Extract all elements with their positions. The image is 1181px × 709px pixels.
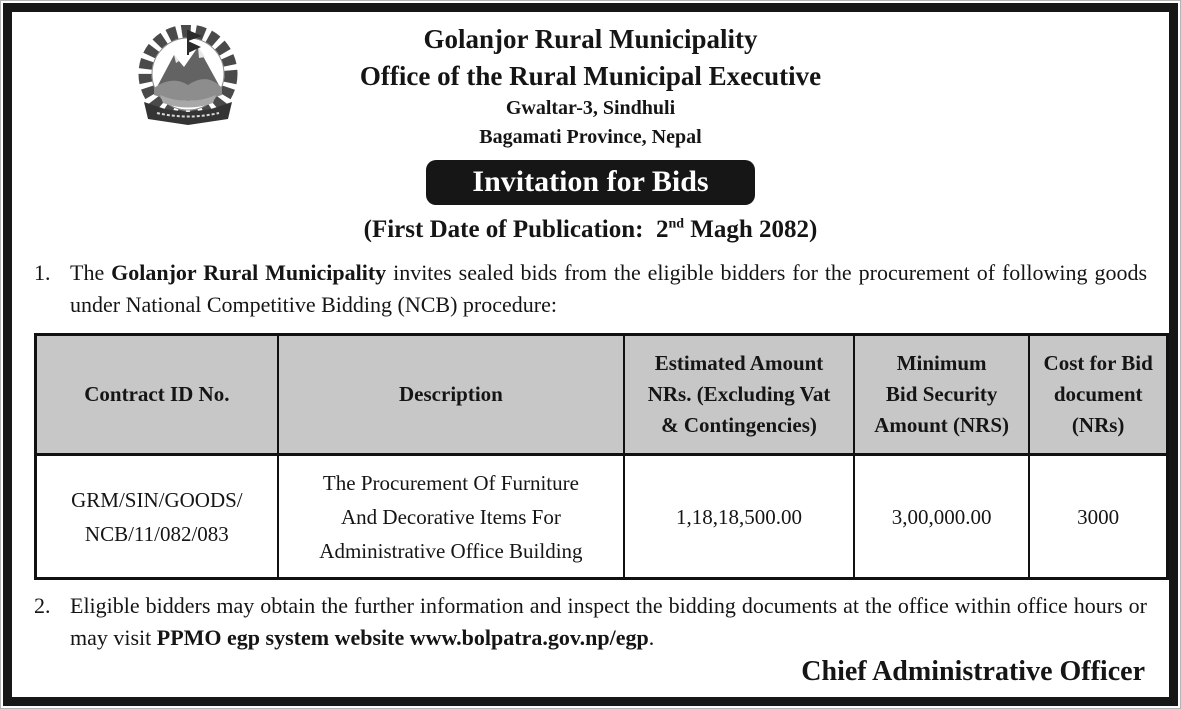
item-2-text-pre: Eligible bidders may obtain the further information and inspect the bidding documents at the office within office hours or may visit xyxy=(70,593,1147,650)
invitation-banner: Invitation for Bids xyxy=(426,160,754,205)
document-border xyxy=(3,3,1178,706)
banner-row xyxy=(34,160,1147,205)
ordinal-superscript: nd xyxy=(668,216,685,232)
header-line: Contract ID No. xyxy=(84,382,230,406)
table-header-row xyxy=(36,335,1168,455)
publication-date-prefix: (First Date of Publication: 2 xyxy=(363,216,669,243)
cell-line: GRM/SIN/GOODS/ xyxy=(71,487,243,512)
header-line: (NRs) xyxy=(1071,413,1125,437)
numbered-item-1 xyxy=(34,257,1147,321)
cell-bid-document-cost: 3000 xyxy=(1029,455,1167,579)
item-1-number: 1. xyxy=(34,260,51,285)
item-1-text xyxy=(70,257,1147,321)
header-line: Minimum xyxy=(896,351,987,375)
cell-line: And Decorative Items For xyxy=(341,504,561,529)
cell-description xyxy=(278,455,624,579)
signatory-title: Chief Administrative Officer xyxy=(801,656,1145,687)
header-line: & Contingencies) xyxy=(661,413,817,437)
header-line: Estimated Amount xyxy=(654,351,824,375)
item-2-text-bold: PPMO egp system website www.bolpatra.gov.np/egp xyxy=(156,625,649,650)
column-header-estimated-amount xyxy=(624,335,854,455)
column-header-contract-id xyxy=(36,335,278,455)
address-line: Gwaltar-3, Sindhuli xyxy=(505,97,676,119)
column-header-bid-security xyxy=(854,335,1029,455)
cell-line: The Procurement Of Furniture xyxy=(322,470,579,495)
header-line: document xyxy=(1053,382,1143,406)
organization-name: Golanjor Rural Municipality xyxy=(423,24,758,54)
publication-date-line xyxy=(34,214,1147,245)
cell-contract-id xyxy=(36,455,278,579)
header-line: Cost for Bid xyxy=(1043,351,1153,375)
publication-date-suffix: Magh 2082) xyxy=(684,216,818,243)
office-name: Office of the Rural Municipal Executive xyxy=(359,61,822,91)
item-1-text-pre: The xyxy=(70,260,112,285)
procurement-table xyxy=(34,333,1169,580)
nepal-coat-of-arms-logo xyxy=(127,25,249,129)
header-line: Description xyxy=(399,382,503,406)
header-line: Bid Security xyxy=(885,382,998,406)
item-2-text-post: . xyxy=(648,625,655,650)
item-2-text xyxy=(70,590,1147,654)
header-line: Amount (NRS) xyxy=(874,413,1010,437)
item-1-text-bold: Golanjor Rural Municipality xyxy=(111,260,387,285)
header-line: NRs. (Excluding Vat xyxy=(647,382,831,406)
table-row xyxy=(36,455,1168,579)
cell-bid-security-amount: 3,00,000.00 xyxy=(854,455,1029,579)
cell-line: Administrative Office Building xyxy=(319,538,583,563)
numbered-item-2 xyxy=(34,590,1147,654)
item-2-number: 2. xyxy=(34,593,51,618)
province-line: Bagamati Province, Nepal xyxy=(479,126,702,148)
cell-estimated-amount: 1,18,18,500.00 xyxy=(624,455,854,579)
cell-line: NCB/11/082/083 xyxy=(84,521,229,546)
item-1-text-post: invites sealed bids from the eligible bidders for the procurement of following goods under National Competitive Bidding (NCB) procedure: xyxy=(70,260,1148,317)
column-header-description xyxy=(278,335,624,455)
column-header-bid-document-cost xyxy=(1029,335,1167,455)
